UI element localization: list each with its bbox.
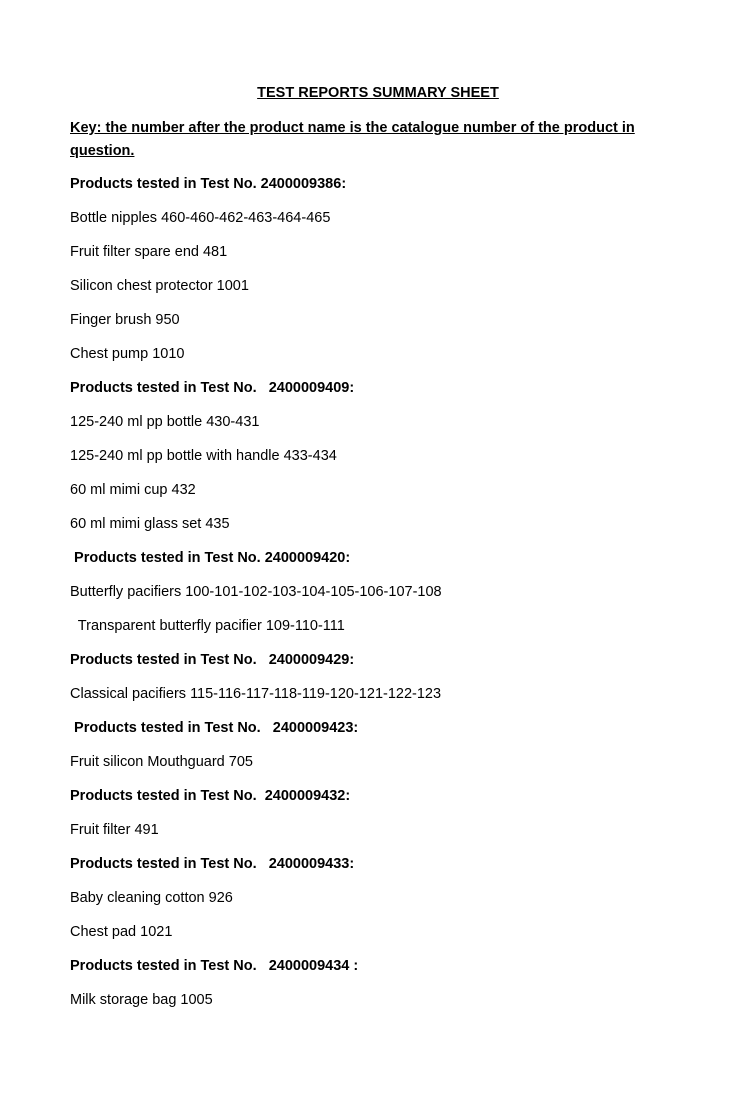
section-heading: Products tested in Test No. 2400009433:: [70, 856, 355, 872]
product-item: Finger brush 950: [70, 312, 180, 328]
section-heading: Products tested in Test No. 2400009429:: [70, 652, 355, 668]
product-item: Fruit silicon Mouthguard 705: [70, 754, 253, 770]
product-item: 125-240 ml pp bottle 430-431: [70, 414, 260, 430]
product-item: Transparent butterfly pacifier 109-110-111: [70, 618, 345, 634]
section-heading: Products tested in Test No. 2400009420:: [70, 550, 351, 566]
section-heading: Products tested in Test No. 2400009434 :: [70, 958, 359, 974]
product-item: Bottle nipples 460-460-462-463-464-465: [70, 210, 331, 226]
product-item: Chest pad 1021: [70, 924, 173, 940]
section-heading: Products tested in Test No. 2400009432:: [70, 788, 351, 804]
product-item: Classical pacifiers 115-116-117-118-119-120-121-122-123: [70, 686, 442, 702]
product-item: Fruit filter 491: [70, 822, 159, 838]
product-item: Baby cleaning cotton 926: [70, 890, 233, 906]
product-item: Fruit filter spare end 481: [70, 244, 228, 260]
page-title: TEST REPORTS SUMMARY SHEET: [257, 85, 499, 101]
product-item: Chest pump 1010: [70, 346, 185, 362]
product-item: 60 ml mimi glass set 435: [70, 516, 230, 532]
section-heading: Products tested in Test No. 2400009423:: [70, 720, 359, 736]
product-item: Butterfly pacifiers 100-101-102-103-104-105-106-107-108: [70, 584, 442, 600]
product-item: Silicon chest protector 1001: [70, 278, 249, 294]
test-sections: [70, 174, 710, 1024]
section-heading: Products tested in Test No. 2400009386:: [70, 176, 347, 192]
product-item: 125-240 ml pp bottle with handle 433-434: [70, 448, 337, 464]
product-item: Milk storage bag 1005: [70, 992, 213, 1008]
key-note: Key: the number after the product name is the catalogue number of the product in question.: [70, 120, 635, 159]
section-heading: Products tested in Test No. 2400009409:: [70, 380, 355, 396]
product-item: 60 ml mimi cup 432: [70, 482, 196, 498]
